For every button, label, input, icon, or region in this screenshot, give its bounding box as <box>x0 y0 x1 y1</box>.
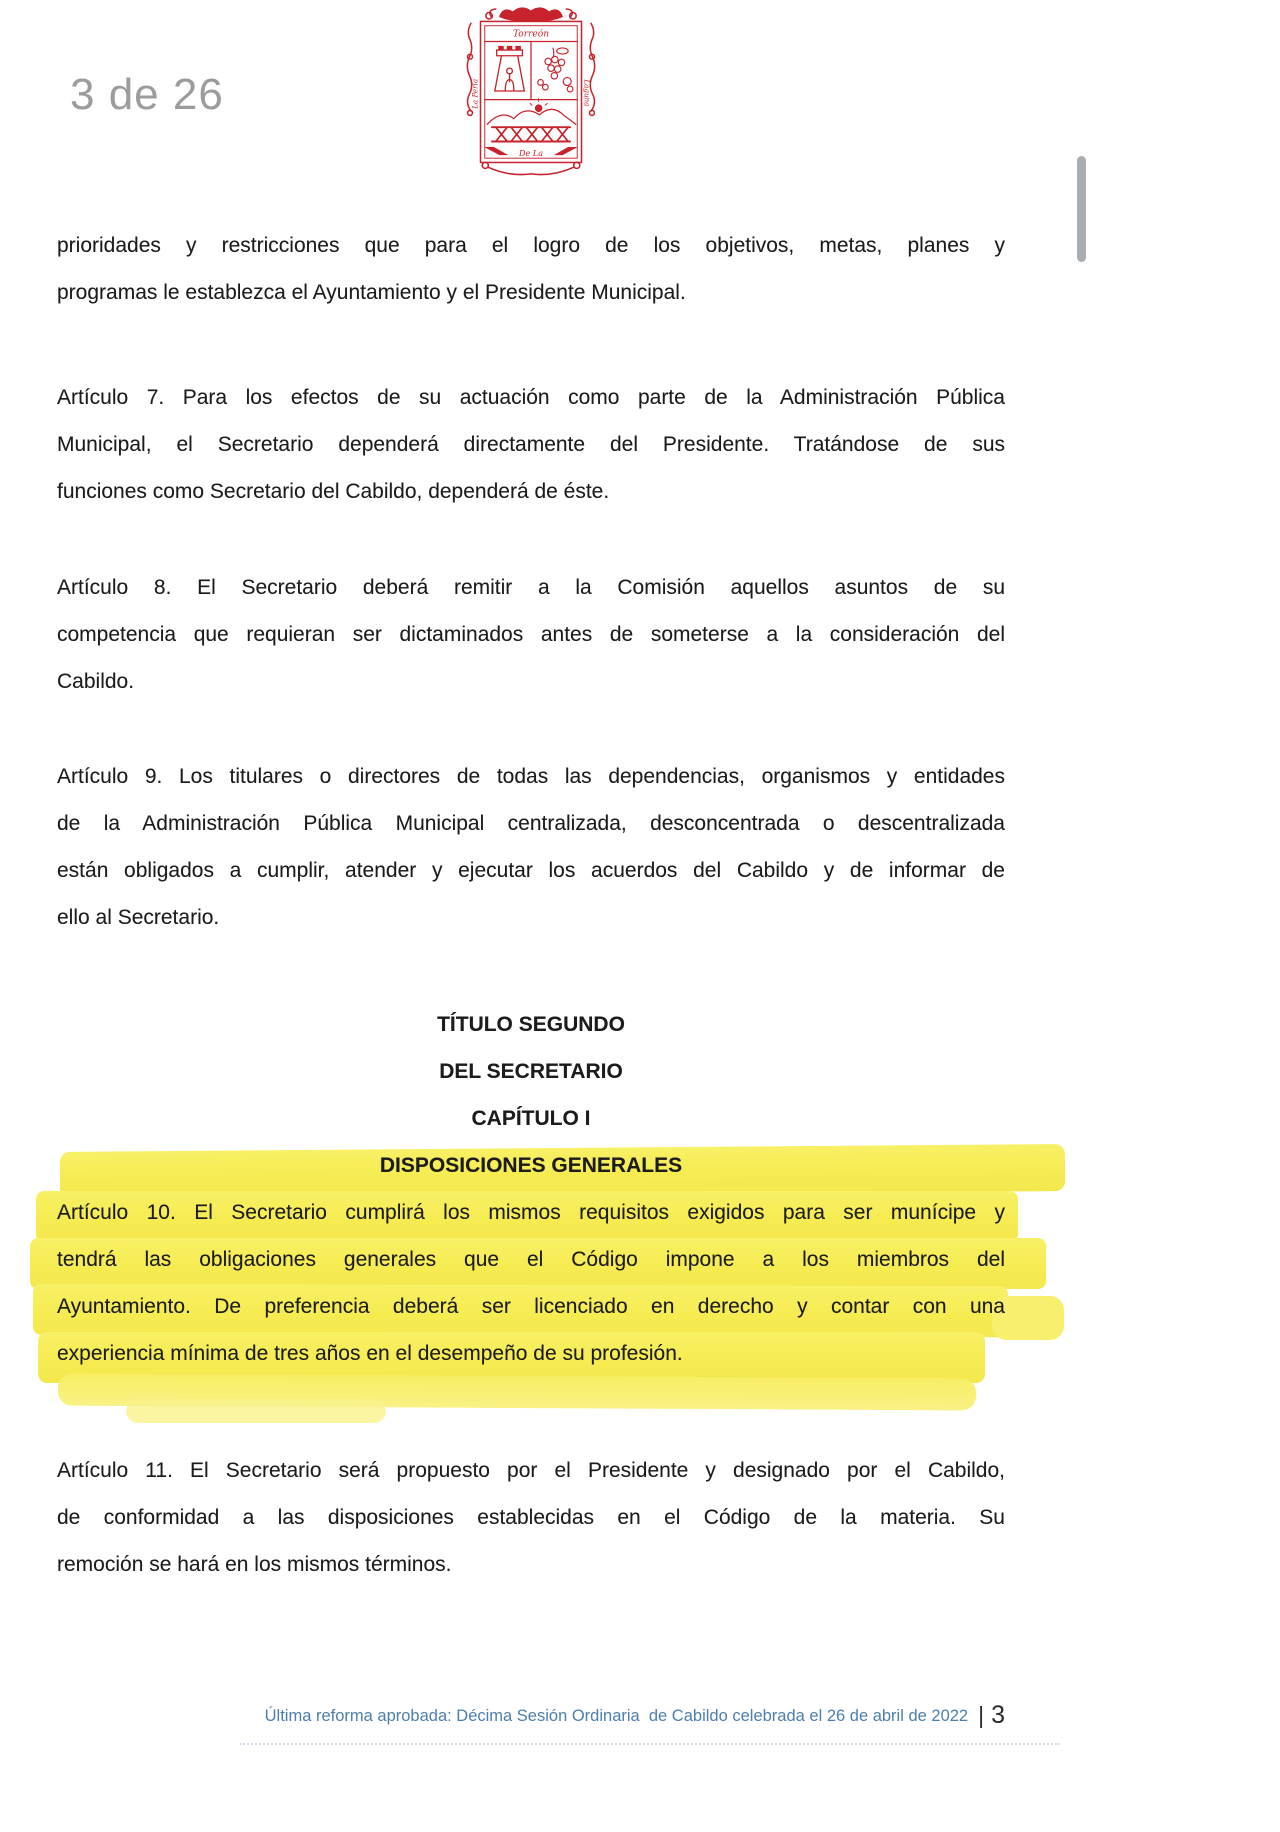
text-line: Artículo 10. El Secretario cumplirá los mismos requisitos exigidos para ser munícipe y <box>57 1201 1005 1224</box>
crest-top-label: Torreón <box>512 29 550 40</box>
text-line: DISPOSICIONES GENERALES <box>379 1154 683 1177</box>
paragraph-articulo-8 <box>57 564 1005 705</box>
text-line: prioridades y restricciones que para el logro de los objetivos, metas, planes y <box>57 234 1005 257</box>
paragraph-articulo-10-highlighted <box>57 1189 1005 1377</box>
text-line: de la Administración Pública Municipal centralizada, desconcentrada o descentralizada <box>57 812 1005 835</box>
highlight-stroke <box>126 1399 386 1423</box>
text-line: CAPÍTULO I <box>471 1107 591 1130</box>
text-line: tendrá las obligaciones generales que el Código impone a los miembros del <box>57 1248 1005 1271</box>
torreon-coat-of-arms <box>450 2 612 180</box>
paragraph-articulo-11 <box>57 1447 1005 1588</box>
text-line: Cabildo. <box>57 670 135 693</box>
text-line: programas le establezca el Ayuntamiento y el Presidente Municipal. <box>57 281 686 304</box>
text-line: funciones como Secretario del Cabildo, dependerá de éste. <box>57 480 610 503</box>
text-line: ello al Secretario. <box>57 906 220 929</box>
coat-of-arms-graphic <box>450 2 612 180</box>
crest-right-label: Laguna <box>582 79 592 107</box>
crest-bottom-label: De La <box>518 147 544 158</box>
text-line: están obligados a cumplir, atender y ejecutar los acuerdos del Cabildo y de informar de <box>57 859 1005 882</box>
page-footer <box>57 1701 1005 1730</box>
footer-page-number: 3 <box>991 1701 1005 1729</box>
text-line: Artículo 8. El Secretario deberá remitir a la Comisión aquellos asuntos de su <box>57 576 1005 599</box>
paragraph-intro <box>57 222 1005 316</box>
footer-separator: | <box>978 1702 985 1728</box>
text-line: Artículo 9. Los titulares o directores de todas las dependencias, organismos y entidades <box>57 765 1005 788</box>
text-line: Municipal, el Secretario dependerá directamente del Presidente. Tratándose de sus <box>57 433 1005 456</box>
section-headings <box>57 1001 1005 1189</box>
scrollbar-thumb[interactable] <box>1077 156 1086 262</box>
page-indicator: 3 de 26 <box>70 70 224 119</box>
paragraph-articulo-7 <box>57 374 1005 515</box>
text-line: de conformidad a las disposiciones establecidas en el Código de la materia. Su <box>57 1506 1005 1529</box>
scan-artifact-dotted-line <box>240 1743 1060 1745</box>
footer-reform-note: Última reforma aprobada: Décima Sesión Ordinaria de Cabildo celebrada el 26 de abril de 2022 <box>264 1707 969 1725</box>
text-line: Artículo 7. Para los efectos de su actuación como parte de la Administración Pública <box>57 386 1005 409</box>
text-line: experiencia mínima de tres años en el desempeño de su profesión. <box>57 1342 683 1365</box>
text-line: DEL SECRETARIO <box>439 1060 623 1083</box>
text-line: Ayuntamiento. De preferencia deberá ser licenciado en derecho y contar con una <box>57 1295 1005 1318</box>
text-line: remoción se hará en los mismos términos. <box>57 1553 452 1576</box>
paragraph-articulo-9 <box>57 753 1005 941</box>
crest-left-label: La Perla <box>470 78 480 109</box>
text-line: TÍTULO SEGUNDO <box>437 1013 625 1036</box>
text-line: competencia que requieran ser dictaminados antes de someterse a la consideración del <box>57 623 1005 646</box>
text-line: Artículo 11. El Secretario será propuesto por el Presidente y designado por el Cabildo, <box>57 1459 1005 1482</box>
